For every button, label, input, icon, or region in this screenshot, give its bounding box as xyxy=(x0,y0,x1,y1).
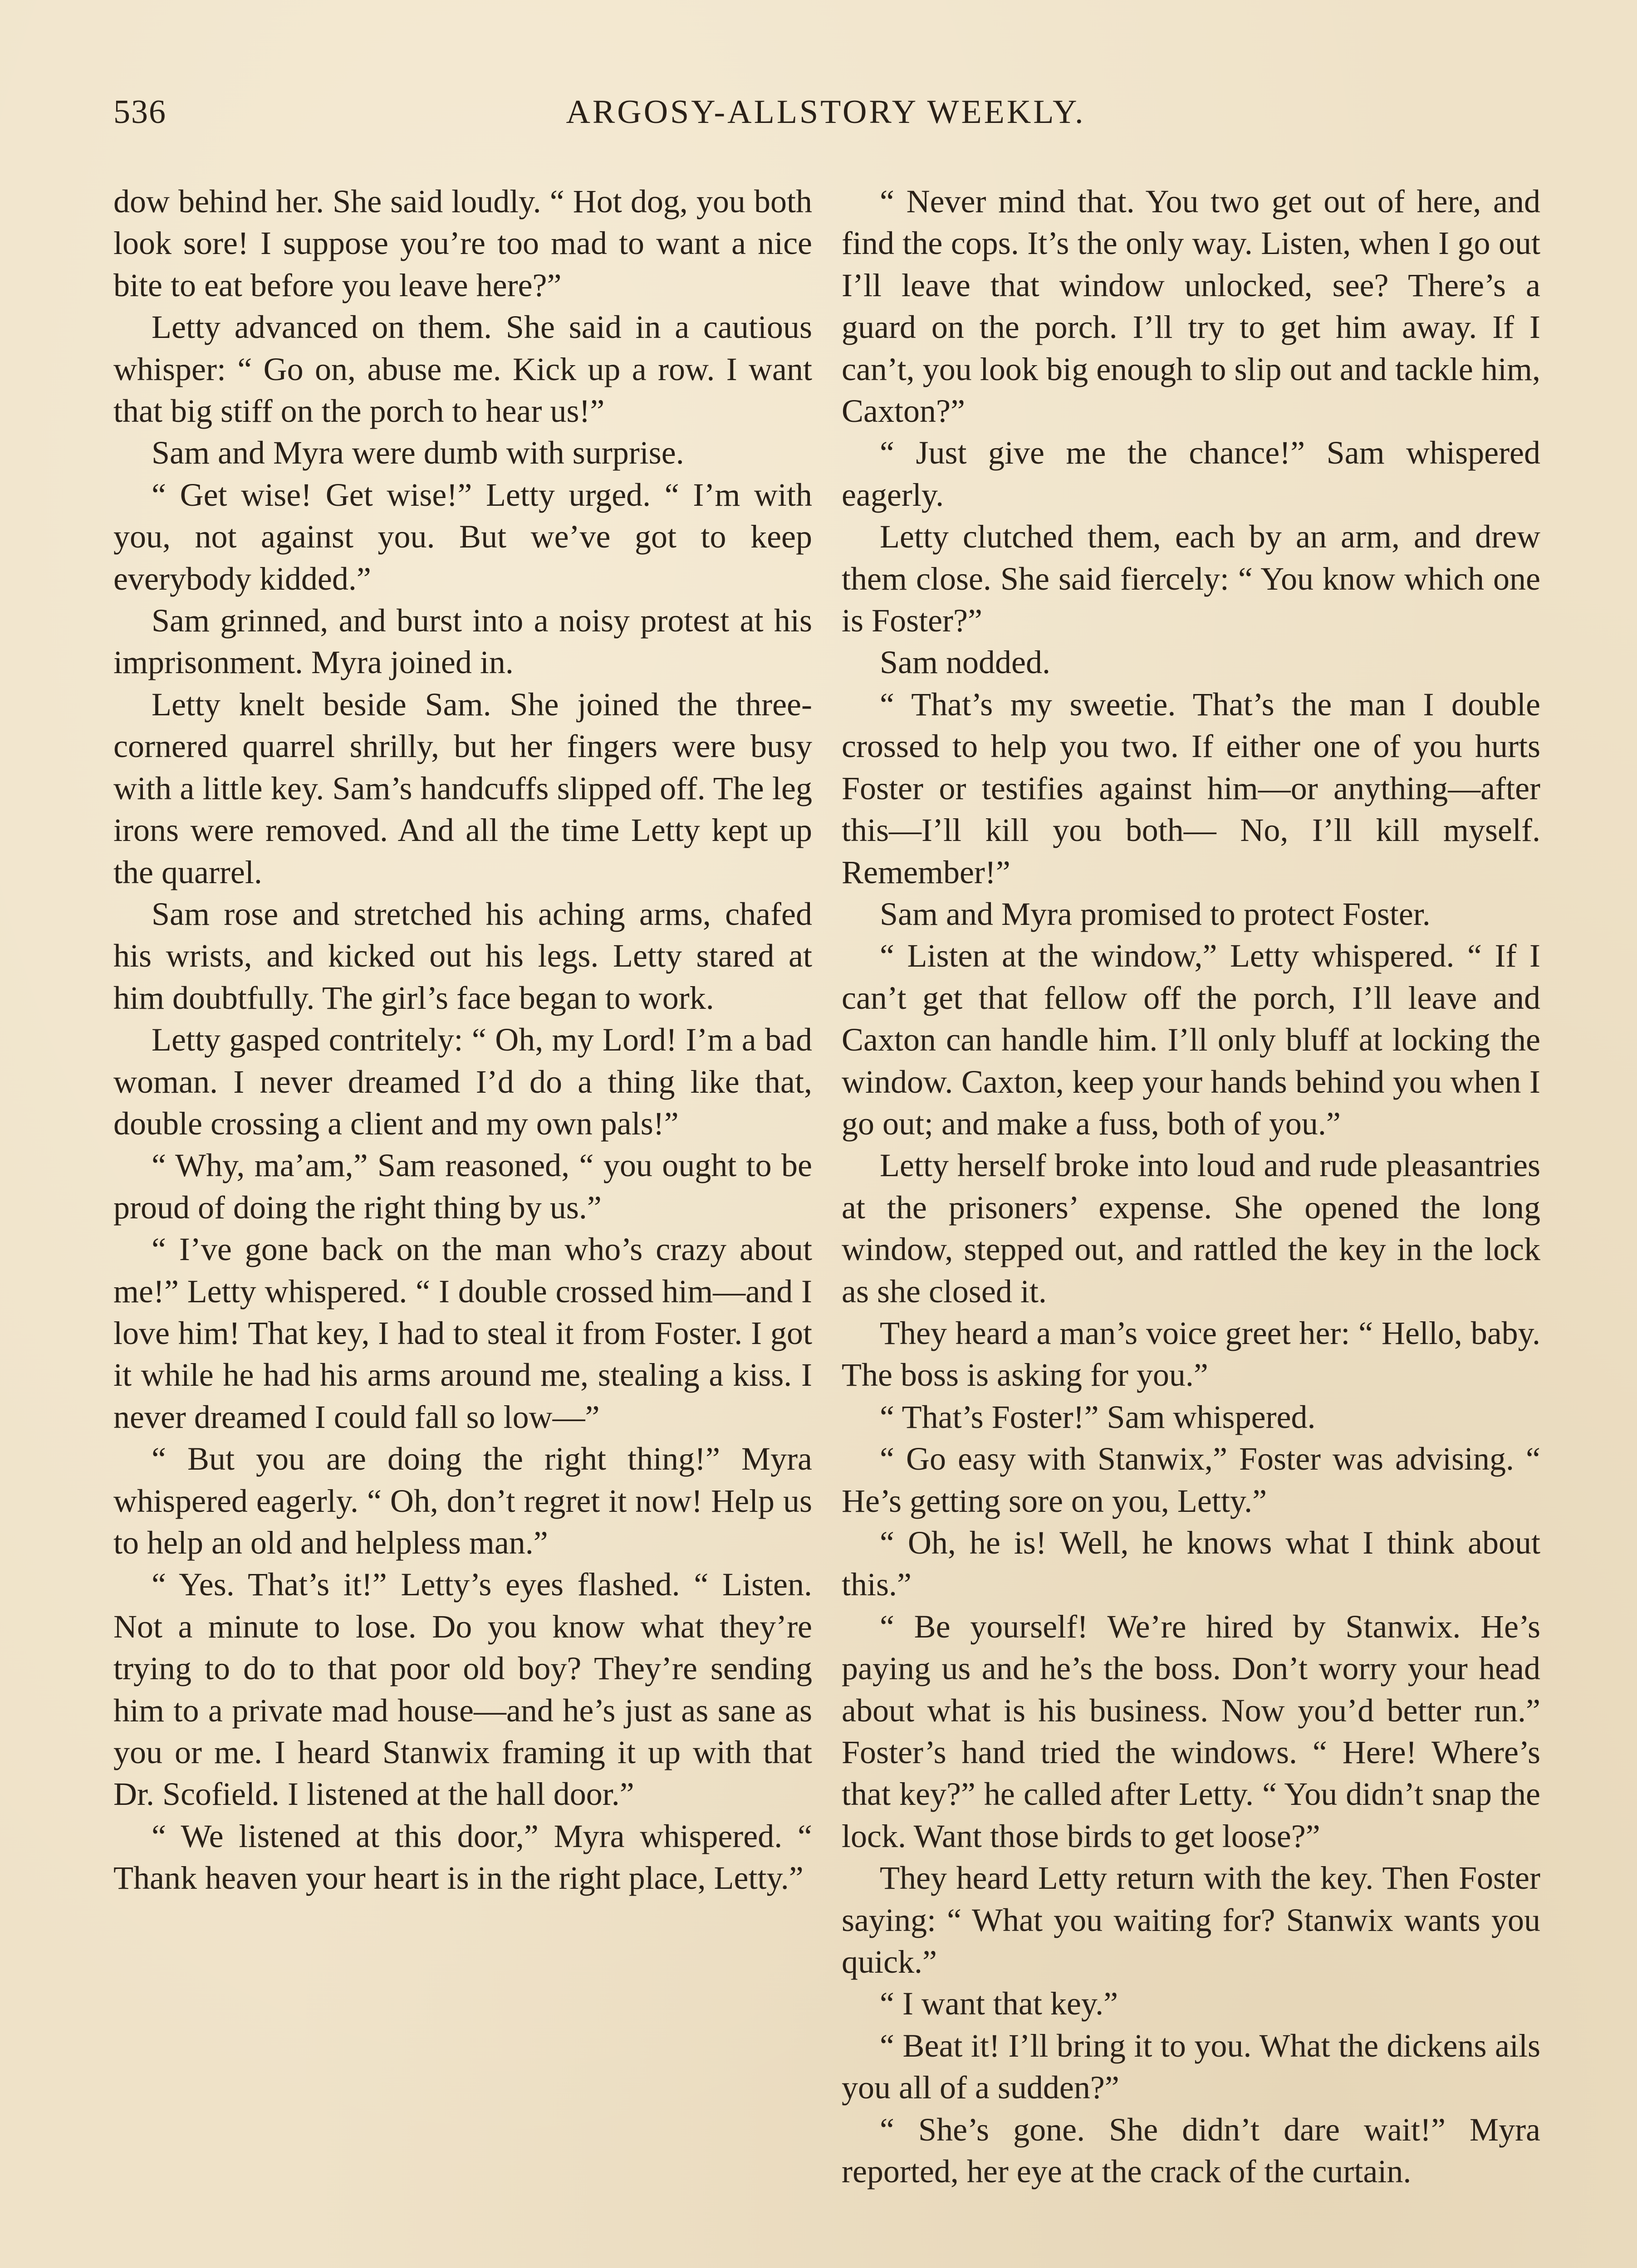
paragraph: Sam and Myra promised to protect Foster. xyxy=(880,895,1431,932)
paragraph: Letty clutched them, each by an arm, and drew them close. She said fiercely: “ You know which one is Foster?” xyxy=(842,518,1540,639)
paragraph: “ Listen at the window,” Letty whispered. “ If I can’t get that fellow off the porch, I’ll leave and Caxton can handle him. I’ll only bluff at locking the window. Caxton, keep your hands behind you when I go out; and make a fuss, both of you.” xyxy=(842,938,1540,1142)
paragraph: “ Why, ma’am,” Sam reasoned, “ you ought to be proud of doing the right thing by us.” xyxy=(113,1147,812,1226)
paragraph: They heard Letty return with the key. Then Foster saying: “ What you waiting for? Stanwix wants you quick.” xyxy=(842,1860,1540,1980)
page-number: 536 xyxy=(113,93,167,131)
paragraph: “ Get wise! Get wise!” Letty urged. “ I’m with you, not against you. But we’ve got to keep everybody kidded.” xyxy=(113,476,812,597)
paragraph: “ Be yourself! We’re hired by Stanwix. He’s paying us and he’s the boss. Don’t worry your head about what is his business. Now you’d better run.” Foster’s hand tried the windows. “ Here! Where’s that key?” he called after Letty. “ You didn’t snap the lock. Want those birds to get loose?” xyxy=(842,1608,1540,1854)
paragraph: “ Beat it! I’ll bring it to you. What the dickens ails you all of a sudden?” xyxy=(842,2027,1540,2106)
paragraph: Letty knelt beside Sam. She joined the three-cornered quarrel shrilly, but her fingers were busy with a little key. Sam’s handcuffs slipped off. The leg irons were removed. And all the time Letty kept up the quarrel. xyxy=(113,686,812,890)
paragraph: “ I want that key.” xyxy=(880,1985,1118,2022)
paragraph: Letty gasped contritely: “ Oh, my Lord! I’m a bad woman. I never dreamed I’d do a thing like that, double crossing a client and my own pals!” xyxy=(113,1022,812,1142)
paragraph: “ Never mind that. You two get out of here, and find the cops. It’s the only way. Listen, when I go out I’ll leave that window unlocked, see? There’s a guard on the porch. I’ll try to get him away. If I can’t, you look big enough to slip out and tackle him, Caxton?” xyxy=(842,183,1540,430)
paragraph: Letty advanced on them. She said in a cautious whisper: “ Go on, abuse me. Kick up a row. I want that big stiff on the porch to hear us!” xyxy=(113,309,812,430)
paragraph: “ We listened at this door,” Myra whispered. “ Thank heaven your heart is in the right place, Letty.” xyxy=(113,1818,812,1897)
paragraph: “ Oh, he is! Well, he knows what I think about this.” xyxy=(842,1525,1540,1603)
paragraph: “ That’s my sweetie. That’s the man I double crossed to help you two. If either one of you hurts Foster or testifies against him—or anything—after this—I’ll kill you both— No, I’ll kill myself. Remember!” xyxy=(842,686,1540,890)
paragraph: “ Yes. That’s it!” Letty’s eyes flashed. “ Listen. Not a minute to lose. Do you know what they’re trying to do to that poor old boy? They’re sending him to a private mad house—and he’s just as sane as you or me. I heard Stanwix framing it up with that Dr. Scofield. I listened at the hall door.” xyxy=(113,1566,812,1813)
paragraph: “ She’s gone. She didn’t dare wait!” Myra reported, her eye at the crack of the curtain. xyxy=(842,2111,1540,2190)
paragraph: “ I’ve gone back on the man who’s crazy about me!” Letty whispered. “ I double crossed him—and I love him! That key, I had to steal it from Foster. I got it while he had his arms around me, stealing a kiss. I never dreamed I could fall so low—” xyxy=(113,1231,812,1435)
running-title: ARGOSY-ALLSTORY WEEKLY. xyxy=(566,93,1086,131)
paragraph: Sam rose and stretched his aching arms, chafed his wrists, and kicked out his legs. Letty stared at him doubtfully. The girl’s face began to work. xyxy=(113,895,812,1016)
paragraph: Sam nodded. xyxy=(880,644,1050,681)
paragraph: Sam grinned, and burst into a noisy protest at his imprisonment. Myra joined in. xyxy=(113,602,812,681)
paragraph: Letty herself broke into loud and rude pleasantries at the prisoners’ expense. She opened the long window, stepped out, and rattled the key in the lock as she closed it. xyxy=(842,1147,1540,1310)
right-column xyxy=(842,181,1540,2193)
paragraph: “ Go easy with Stanwix,” Foster was advising. “ He’s getting sore on you, Letty.” xyxy=(842,1441,1540,1519)
left-column xyxy=(113,181,812,1899)
paragraph: “ But you are doing the right thing!” Myra whispered eagerly. “ Oh, don’t regret it now! Help us to help an old and helpless man.” xyxy=(113,1441,812,1561)
paragraph: They heard a man’s voice greet her: “ Hello, baby. The boss is asking for you.” xyxy=(842,1315,1540,1393)
paragraph: dow behind her. She said loudly. “ Hot dog, you both look sore! I suppose you’re too mad to want a nice bite to eat before you leave here?” xyxy=(113,183,812,303)
paragraph: “ Just give me the chance!” Sam whispered eagerly. xyxy=(842,435,1540,513)
paragraph: Sam and Myra were dumb with surprise. xyxy=(152,435,684,471)
paragraph: “ That’s Foster!” Sam whispered. xyxy=(880,1398,1316,1435)
